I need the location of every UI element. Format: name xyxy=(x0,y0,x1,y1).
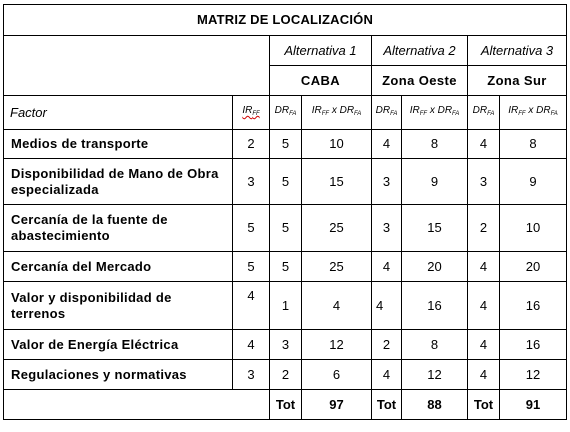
table-row xyxy=(4,330,567,360)
total-value-alt-3: 91 xyxy=(500,390,567,420)
alternative-1-label: Alternativa 1 xyxy=(270,36,372,66)
dr-header-1: $DR_{FA}$ xyxy=(270,96,302,130)
dr-value-alt-1: 3 xyxy=(270,330,302,360)
product-header-3: $IR_{FF}$ x $DR_{FA}$ xyxy=(500,96,567,130)
dr-value-alt-1: 5 xyxy=(270,159,302,205)
ir-value: 5 xyxy=(233,252,270,282)
ir-value: 3 xyxy=(233,159,270,205)
factor-name: Regulaciones y normativas xyxy=(4,360,233,390)
product-value-alt-1: 10 xyxy=(302,130,372,159)
alternative-3-location: Zona Sur xyxy=(468,66,567,96)
product-value-alt-2: 16 xyxy=(402,282,468,330)
dr-value-alt-3: 4 xyxy=(468,252,500,282)
alternative-3-label: Alternativa 3 xyxy=(468,36,567,66)
factor-name: Cercanía de la fuente de abastecimiento xyxy=(4,205,233,252)
empty-header-cell xyxy=(4,36,270,96)
dr-value-alt-2: 4 xyxy=(372,360,402,390)
dr-value-alt-2: 4 xyxy=(372,282,402,330)
alternative-2-location: Zona Oeste xyxy=(372,66,468,96)
table-row xyxy=(4,130,567,159)
product-value-alt-1: 25 xyxy=(302,252,372,282)
product-value-alt-2: 8 xyxy=(402,130,468,159)
dr-value-alt-1: 5 xyxy=(270,252,302,282)
localization-matrix-table xyxy=(3,4,567,420)
product-value-alt-2: 20 xyxy=(402,252,468,282)
product-value-alt-1: 15 xyxy=(302,159,372,205)
dr-value-alt-3: 3 xyxy=(468,159,500,205)
total-value-alt-1: 97 xyxy=(302,390,372,420)
ir-value: 4 xyxy=(233,282,270,330)
ir-value: 2 xyxy=(233,130,270,159)
dr-value-alt-1: 5 xyxy=(270,205,302,252)
dr-value-alt-2: 3 xyxy=(372,159,402,205)
dr-value-alt-3: 4 xyxy=(468,130,500,159)
table-row xyxy=(4,360,567,390)
dr-value-alt-2: 4 xyxy=(372,252,402,282)
table-row xyxy=(4,205,567,252)
ir-value: 3 xyxy=(233,360,270,390)
ir-header: $IR_{FF}$ xyxy=(233,96,270,130)
factor-name: Disponibilidad de Mano de Obra especializada xyxy=(4,159,233,205)
factor-name: Valor y disponibilidad de terrenos xyxy=(4,282,233,330)
ir-value: 4 xyxy=(233,330,270,360)
table-row xyxy=(4,282,567,330)
dr-value-alt-2: 2 xyxy=(372,330,402,360)
product-value-alt-2: 9 xyxy=(402,159,468,205)
totals-empty-cell xyxy=(4,390,270,420)
product-value-alt-1: 25 xyxy=(302,205,372,252)
product-value-alt-3: 16 xyxy=(500,330,567,360)
dr-value-alt-3: 2 xyxy=(468,205,500,252)
factor-header: Factor xyxy=(4,96,233,130)
product-value-alt-3: 16 xyxy=(500,282,567,330)
total-label-alt-3: Tot xyxy=(468,390,500,420)
total-label-alt-1: Tot xyxy=(270,390,302,420)
product-value-alt-3: 8 xyxy=(500,130,567,159)
total-value-alt-2: 88 xyxy=(402,390,468,420)
matrix-title: MATRIZ DE LOCALIZACIÓN xyxy=(4,5,567,36)
dr-value-alt-3: 4 xyxy=(468,282,500,330)
table-row xyxy=(4,252,567,282)
product-value-alt-3: 10 xyxy=(500,205,567,252)
product-header-1: $IR_{FF}$ x $DR_{FA}$ xyxy=(302,96,372,130)
product-value-alt-1: 6 xyxy=(302,360,372,390)
factor-name: Cercanía del Mercado xyxy=(4,252,233,282)
alternative-1-location: CABA xyxy=(270,66,372,96)
totals-row xyxy=(4,390,567,420)
product-value-alt-3: 9 xyxy=(500,159,567,205)
dr-value-alt-1: 2 xyxy=(270,360,302,390)
dr-value-alt-3: 4 xyxy=(468,330,500,360)
alternatives-row xyxy=(4,36,567,66)
product-value-alt-2: 12 xyxy=(402,360,468,390)
dr-header-2: $DR_{FA}$ xyxy=(372,96,402,130)
factor-name: Valor de Energía Eléctrica xyxy=(4,330,233,360)
product-value-alt-3: 20 xyxy=(500,252,567,282)
dr-value-alt-3: 4 xyxy=(468,360,500,390)
dr-value-alt-1: 1 xyxy=(270,282,302,330)
total-label-alt-2: Tot xyxy=(372,390,402,420)
product-value-alt-3: 12 xyxy=(500,360,567,390)
product-header-2: $IR_{FF}$ x $DR_{FA}$ xyxy=(402,96,468,130)
factor-name: Medios de transporte xyxy=(4,130,233,159)
ir-value: 5 xyxy=(233,205,270,252)
product-value-alt-2: 15 xyxy=(402,205,468,252)
table-row xyxy=(4,159,567,205)
dr-value-alt-1: 5 xyxy=(270,130,302,159)
alternative-2-label: Alternativa 2 xyxy=(372,36,468,66)
product-value-alt-2: 8 xyxy=(402,330,468,360)
product-value-alt-1: 4 xyxy=(302,282,372,330)
dr-value-alt-2: 3 xyxy=(372,205,402,252)
product-value-alt-1: 12 xyxy=(302,330,372,360)
title-row xyxy=(4,5,567,36)
column-header-row xyxy=(4,96,567,130)
dr-header-3: $DR_{FA}$ xyxy=(468,96,500,130)
dr-value-alt-2: 4 xyxy=(372,130,402,159)
